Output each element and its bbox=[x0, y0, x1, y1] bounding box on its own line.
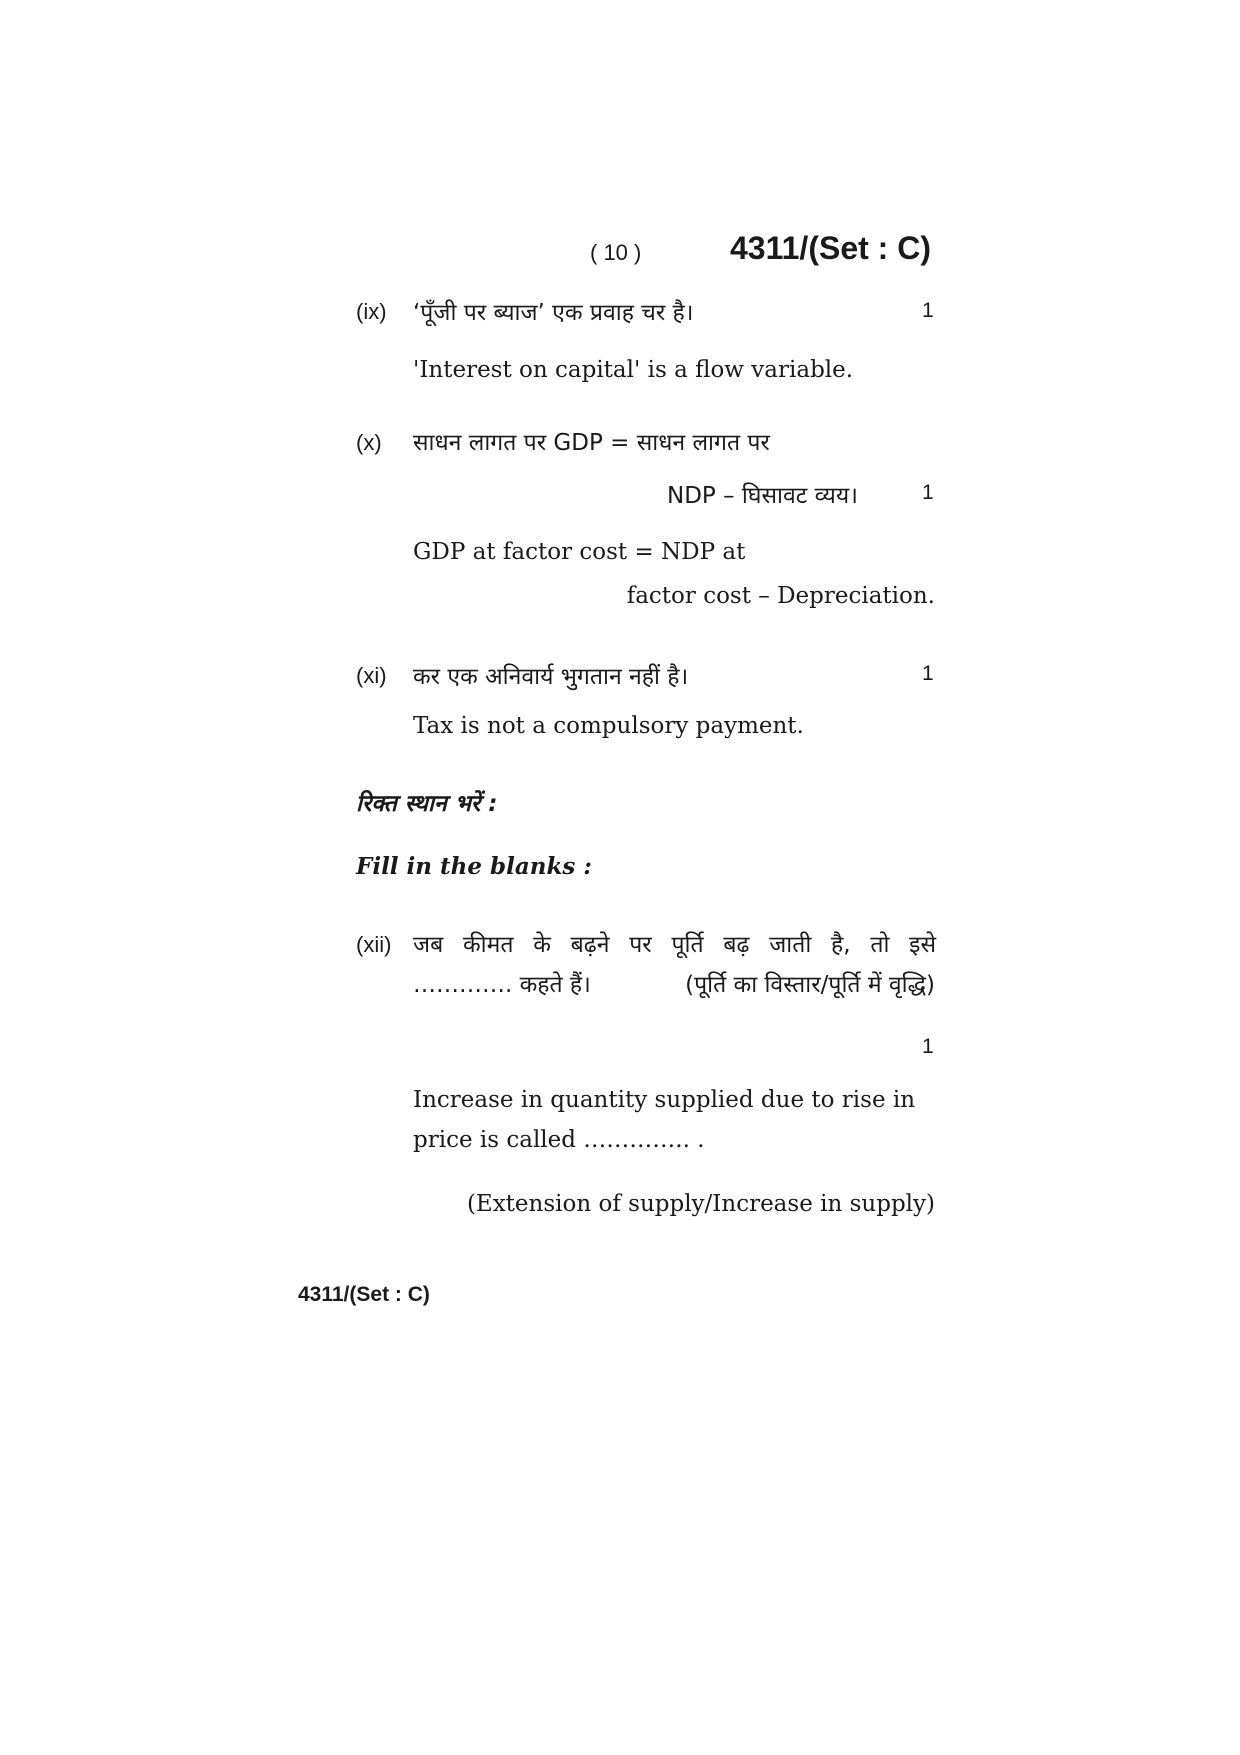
section-heading-hindi: रिक्त स्थान भरें : bbox=[356, 791, 498, 817]
question-text-hindi-line2: NDP – घिसावट व्यय। bbox=[667, 483, 858, 509]
question-text-hindi-line1 bbox=[413, 927, 936, 959]
question-text-english-line1: GDP at factor cost = NDP at bbox=[413, 539, 746, 565]
question-blank-hindi: …………. कहते हैं। bbox=[413, 972, 591, 998]
page-number: ( 10 ) bbox=[590, 240, 642, 265]
hindi-word: तो bbox=[870, 932, 890, 958]
paper-code-footer: 4311/(Set : C) bbox=[298, 1283, 430, 1306]
hindi-word: जाती bbox=[769, 932, 812, 958]
section-heading-english: Fill in the blanks : bbox=[356, 853, 592, 880]
hindi-word: कीमत bbox=[462, 932, 514, 958]
question-number: (xii) bbox=[356, 932, 392, 957]
question-marks: 1 bbox=[922, 299, 934, 322]
hindi-word: इसे bbox=[909, 932, 936, 958]
question-number: (xi) bbox=[356, 663, 387, 688]
hindi-word: जब bbox=[413, 932, 444, 958]
hindi-word: बढ़ bbox=[723, 932, 750, 958]
hindi-word: पूर्ति bbox=[671, 932, 704, 958]
question-text-english: Tax is not a compulsory payment. bbox=[413, 713, 804, 739]
question-number: (ix) bbox=[356, 299, 387, 324]
hindi-word: पर bbox=[629, 932, 652, 958]
paper-code-header: 4311/(Set : C) bbox=[730, 230, 931, 266]
question-text-hindi: कर एक अनिवार्य भुगतान नहीं है। bbox=[413, 664, 689, 690]
question-marks: 1 bbox=[922, 481, 934, 504]
question-number: (x) bbox=[356, 430, 382, 455]
question-text-english-line2: factor cost – Depreciation. bbox=[626, 583, 935, 609]
question-text-english-line2: price is called ………….. . bbox=[413, 1127, 705, 1153]
question-text-english: 'Interest on capital' is a flow variable. bbox=[413, 357, 854, 383]
question-text-english-line1: Increase in quantity supplied due to rise in bbox=[413, 1087, 916, 1113]
question-text-hindi: ‘पूँजी पर ब्याज’ एक प्रवाह चर है। bbox=[413, 300, 694, 326]
hindi-word: है, bbox=[831, 932, 851, 958]
answer-options-english: (Extension of supply/Increase in supply) bbox=[466, 1191, 935, 1217]
hindi-word: के bbox=[533, 932, 551, 958]
question-marks: 1 bbox=[922, 662, 934, 685]
hindi-word: बढ़ने bbox=[570, 932, 610, 958]
question-marks: 1 bbox=[922, 1035, 934, 1058]
answer-options-hindi: (पूर्ति का विस्तार/पूर्ति में वृद्धि) bbox=[685, 972, 935, 998]
question-text-hindi-line1: साधन लागत पर GDP = साधन लागत पर bbox=[413, 430, 770, 456]
